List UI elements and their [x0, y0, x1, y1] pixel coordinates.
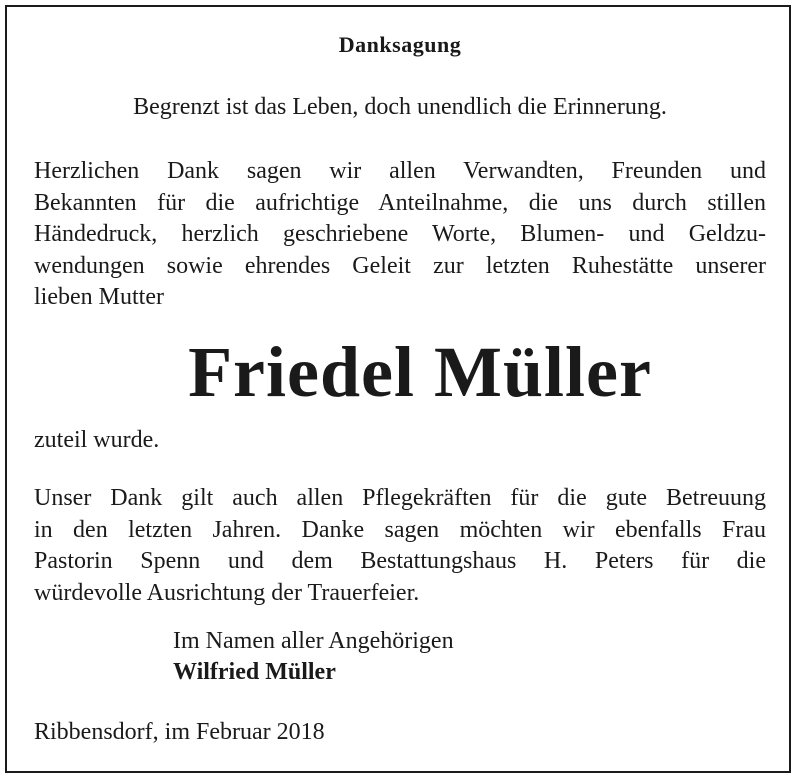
- care-thanks-paragraph: [34, 483, 766, 609]
- deceased-name: Friedel Müller: [188, 332, 652, 412]
- motto: Begrenzt ist das Leben, doch unendlich die Erinnerung.: [133, 94, 667, 120]
- signature-name: Wilfried Müller: [173, 659, 336, 685]
- paragraph-line: in den letzten Jahren. Danke sagen möchten wir ebenfalls Frau: [34, 516, 766, 543]
- paragraph-line: Unser Dank gilt auch allen Pflegekräften für die gute Betreuung: [34, 485, 766, 511]
- paragraph-line: Bekannten für die aufrichtige Anteilnahme, die uns durch stillen: [34, 189, 766, 216]
- thanks-paragraph: [34, 156, 766, 314]
- notice-title: Danksagung: [338, 32, 462, 57]
- signature-intro: Im Namen aller Angehörigen: [173, 628, 454, 654]
- place-date: Ribbensdorf, im Februar 2018: [34, 719, 325, 745]
- paragraph-line: würdevolle Ausrichtung der Trauerfeier.: [34, 579, 420, 606]
- paragraph-line: Händedruck, herzlich geschriebene Worte, Blumen- und Geldzu-: [34, 221, 766, 247]
- paragraph-line: Pastorin Spenn und dem Bestattungshaus H. Peters für die: [34, 548, 766, 574]
- paragraph-line: wendungen sowie ehrendes Geleit zur letzten Ruhestätte unserer: [34, 252, 766, 279]
- closing-phrase: [34, 425, 766, 457]
- paragraph-line: Herzlichen Dank sagen wir allen Verwandten, Freunden und: [34, 158, 766, 184]
- paragraph-line: lieben Mutter: [34, 284, 164, 310]
- paragraph-line: zuteil wurde.: [34, 427, 160, 453]
